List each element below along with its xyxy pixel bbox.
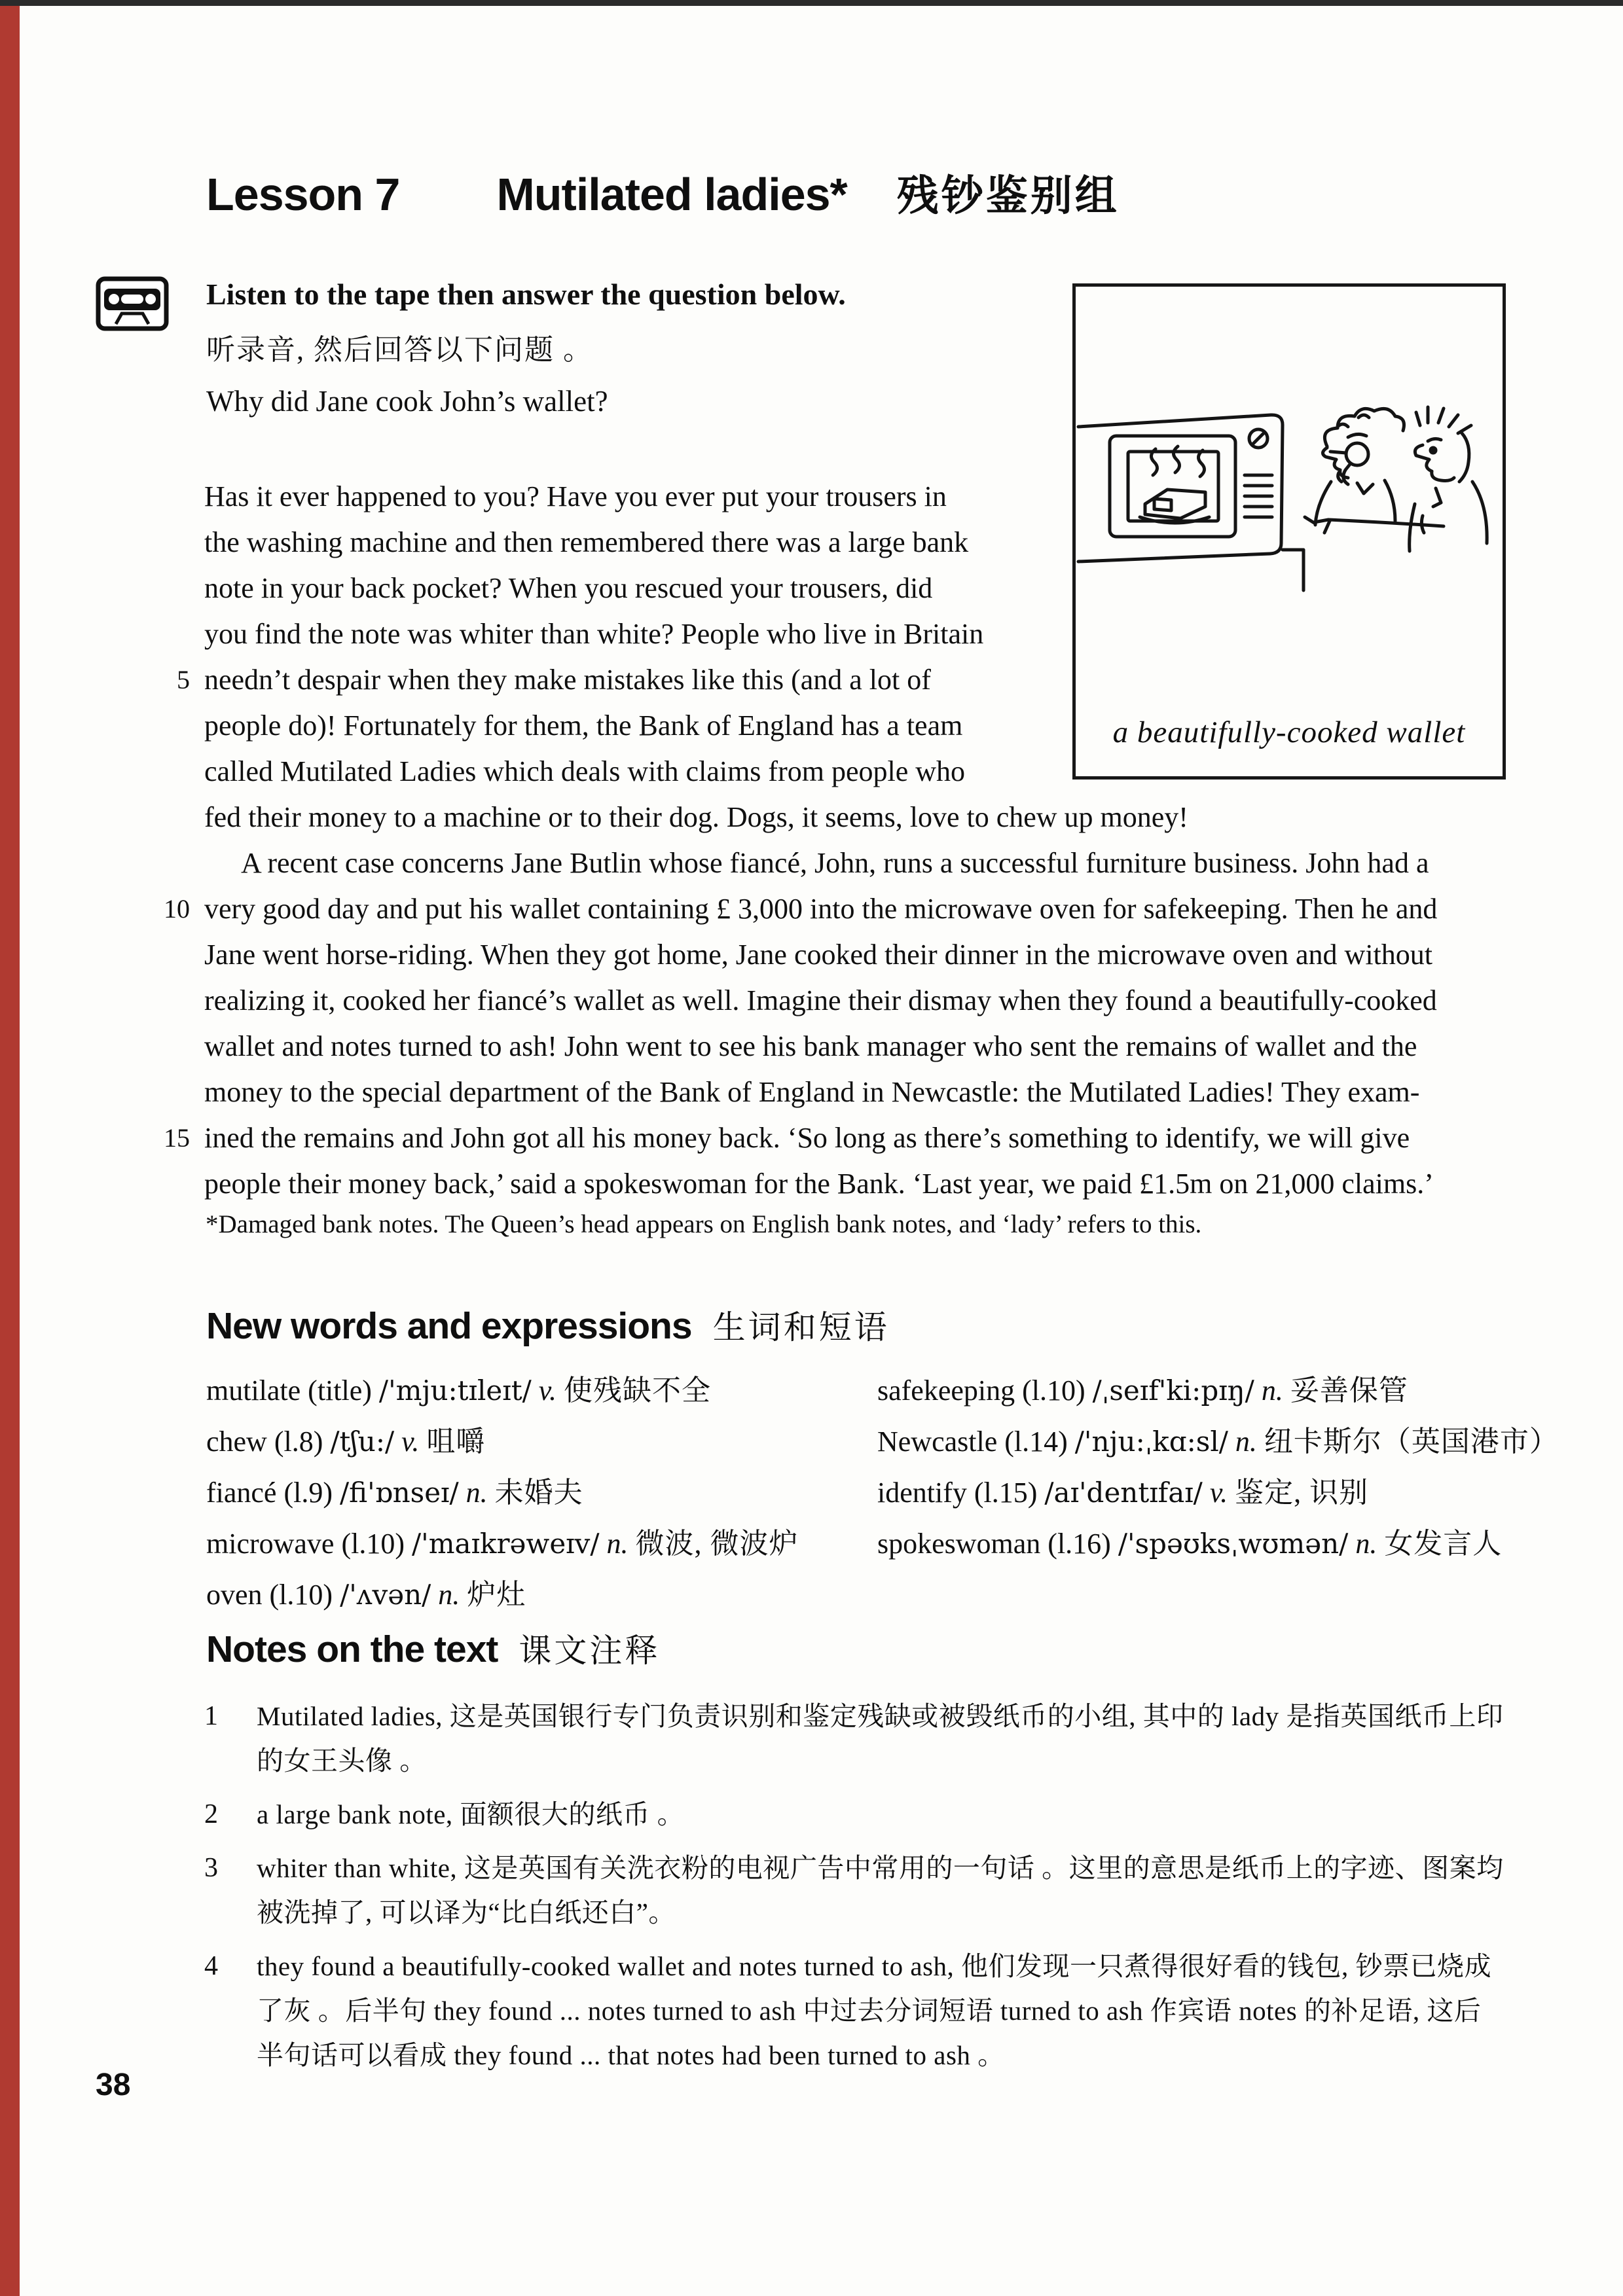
vocab-phonetic: /tʃu:/: [330, 1426, 395, 1458]
lesson-title-chinese: 残钞鉴别组: [896, 172, 1120, 219]
vocab-chinese-gloss: 鉴定, 识别: [1235, 1477, 1369, 1509]
vocab-word: fiancé (l.9): [206, 1477, 333, 1509]
vocabulary-left-column: [206, 1365, 887, 1621]
note-line: they found a beautifully-cooked wallet and notes turned to ash, 他们发现一只煮得很好看的钱包, 钞票已烧成: [257, 1951, 1492, 1981]
passage-line-text: fed their money to a machine or to their dog. Dogs, it seems, love to chew up money!: [204, 801, 1188, 833]
note-body: [257, 1792, 1504, 1837]
passage-line: [204, 840, 1437, 886]
passage-line: [204, 1161, 1437, 1207]
vocabulary-right-column: [877, 1365, 1565, 1570]
vocab-chinese-gloss: 咀嚼: [426, 1426, 486, 1458]
note-line: a large bank note, 面额很大的纸币 。: [257, 1799, 685, 1829]
vocab-chinese-gloss: 纽卡斯尔（英国港市）: [1264, 1426, 1559, 1458]
note-item: [204, 1944, 1504, 2077]
note-number: 1: [204, 1701, 218, 1731]
page-title: [206, 162, 1120, 223]
vocab-phonetic: /ˌseɪf'ki:pɪŋ/: [1092, 1374, 1254, 1407]
passage-line-text: note in your back pocket? When you rescued your trousers, did: [204, 572, 933, 604]
note-item: [204, 1792, 1504, 1837]
lesson-label: Lesson 7: [206, 169, 400, 220]
vocab-word: microwave (l.10): [206, 1528, 405, 1560]
passage-line-text: called Mutilated Ladies which deals with claims from people who: [204, 755, 966, 787]
vocab-phonetic: /'maɪkrəweɪv/: [412, 1528, 600, 1560]
note-line: whiter than white, 这是英国有关洗衣粉的电视广告中常用的一句话 。这里的意思是纸币上的字迹、图案均: [257, 1853, 1504, 1883]
vocab-chinese-gloss: 女发言人: [1384, 1528, 1503, 1560]
vocab-entry: [206, 1518, 887, 1570]
vocab-part-of-speech: n.: [465, 1477, 488, 1509]
passage-line-text: Has it ever happened to you? Have you ever put your trousers in: [204, 480, 947, 512]
note-line: Mutilated ladies, 这是英国银行专门负责识别和鉴定残缺或被毁纸币的小组, 其中的 lady 是指英国纸币上印: [257, 1701, 1504, 1731]
vocab-entry: [877, 1518, 1565, 1570]
page-number: 38: [96, 2068, 131, 2102]
vocab-entry: [877, 1365, 1565, 1416]
passage-footnote: *Damaged bank notes. The Queen’s head appears on English bank notes, and ‘lady’ refers to this.: [206, 1210, 1202, 1238]
listen-instructions: [206, 279, 846, 416]
book-edge-red-strip: [0, 0, 20, 2296]
note-number: 3: [204, 1853, 218, 1883]
note-number: 4: [204, 1951, 218, 1981]
passage-line: [204, 611, 1437, 657]
notes-heading-chinese: 课文注释: [519, 1632, 661, 1669]
passage-line: [204, 474, 1437, 520]
passage-line: [204, 565, 1437, 611]
passage-line-text: very good day and put his wallet containing £ 3,000 into the microwave oven for safekeeping. Then he and: [204, 893, 1438, 925]
vocabulary-heading-chinese: 生词和短语: [712, 1309, 890, 1346]
listen-question: Why did Jane cook John’s wallet?: [206, 385, 608, 418]
vocab-entry: [206, 1467, 887, 1518]
note-body: [257, 1846, 1504, 1935]
vocab-entry: [877, 1416, 1565, 1467]
passage-line-text: the washing machine and then remembered there was a large bank: [204, 526, 969, 558]
vocab-part-of-speech: n.: [1261, 1374, 1283, 1407]
note-item: [204, 1846, 1504, 1935]
vocab-word: Newcastle (l.14): [877, 1426, 1068, 1458]
vocabulary-heading: [206, 1301, 890, 1348]
vocab-phonetic: /fi'ɒnseɪ/: [340, 1477, 459, 1509]
vocab-word: identify (l.15): [877, 1477, 1038, 1509]
vocab-entry: [206, 1416, 887, 1467]
vocab-chinese-gloss: 未婚夫: [494, 1477, 583, 1509]
listen-instruction-english: Listen to the tape then answer the question below.: [206, 278, 846, 311]
vocab-word: oven (l.10): [206, 1579, 333, 1611]
note-line: 半句话可以看成 they found ... that notes had been turned to ash 。: [257, 2040, 1005, 2070]
vocab-part-of-speech: n.: [438, 1579, 460, 1611]
vocab-part-of-speech: n.: [1235, 1426, 1257, 1458]
vocab-word: chew (l.8): [206, 1426, 323, 1458]
vocab-phonetic: /'ʌvən/: [340, 1579, 431, 1611]
vocab-phonetic: /aɪ'dentɪfaɪ/: [1044, 1477, 1203, 1509]
vocab-entry: [206, 1365, 887, 1416]
passage-line-text: money to the special department of the Bank of England in Newcastle: the Mutilated Ladies! They exam-: [204, 1076, 1420, 1108]
passage-line-text: people do)! Fortunately for them, the Bank of England has a team: [204, 709, 963, 742]
vocab-part-of-speech: v.: [1209, 1477, 1228, 1509]
note-line: 被洗掉了, 可以译为“比白纸还白”。: [257, 1897, 676, 1928]
vocab-part-of-speech: n.: [1355, 1528, 1377, 1560]
passage-line-text: you find the note was whiter than white? People who live in Britain: [204, 618, 984, 650]
cassette-tape-icon: [96, 276, 169, 331]
notes-heading-english: Notes on the text: [206, 1628, 498, 1670]
note-body: [257, 1694, 1504, 1783]
passage-line: [204, 978, 1437, 1024]
passage-lines: [164, 474, 1438, 1207]
passage-line-number: 10: [164, 894, 190, 924]
notes-list: [204, 1694, 1504, 2087]
vocab-word: spokeswoman (l.16): [877, 1528, 1111, 1560]
passage-line: [177, 657, 1437, 703]
vocab-part-of-speech: v.: [538, 1374, 556, 1407]
note-line: 了灰 。后半句 they found ... notes turned to ash 中过去分词短语 turned to ash 作宾语 notes 的补足语, 这后: [257, 1996, 1482, 2026]
vocab-entry: [877, 1467, 1565, 1518]
passage-line-text: wallet and notes turned to ash! John went to see his bank manager who sent the remains of wallet and the: [204, 1030, 1417, 1062]
passage-line-text: ined the remains and John got all his money back. ‘So long as there’s something to identify, we will give: [204, 1122, 1410, 1154]
passage-line-number: 5: [177, 665, 190, 694]
vocabulary-heading-english: New words and expressions: [206, 1305, 692, 1347]
passage-line: [204, 749, 1437, 795]
note-line: 的女王头像 。: [257, 1746, 427, 1776]
note-number: 2: [204, 1799, 218, 1829]
passage-line: [164, 886, 1438, 932]
passage-line-text: realizing it, cooked her fiancé’s wallet as well. Imagine their dismay when they found a beautifully-cooked: [204, 984, 1437, 1016]
listen-instruction-chinese: 听录音, 然后回答以下问题 。: [206, 334, 593, 366]
passage-line: [204, 703, 1437, 749]
vocab-chinese-gloss: 使残缺不全: [564, 1374, 711, 1407]
note-item: [204, 1694, 1504, 1783]
vocab-part-of-speech: n.: [606, 1528, 629, 1560]
passage-line: [204, 520, 1437, 565]
passage-line-number: 15: [164, 1123, 190, 1153]
vocab-chinese-gloss: 微波, 微波炉: [635, 1528, 799, 1560]
vocab-word: safekeeping (l.10): [877, 1374, 1085, 1407]
passage-line: [204, 795, 1437, 840]
passage-line: [204, 1069, 1437, 1115]
vocab-chinese-gloss: 炉灶: [467, 1579, 526, 1611]
passage-line-text: A recent case concerns Jane Butlin whose fiancé, John, runs a successful furniture business. John had a: [241, 847, 1429, 879]
lesson-title-english: Mutilated ladies*: [496, 169, 847, 220]
illustration-caption: a beautifully-cooked wallet: [1112, 715, 1466, 749]
vocab-word: mutilate (title): [206, 1374, 372, 1407]
vocab-phonetic: /'mju:tɪleɪt/: [378, 1374, 532, 1407]
notes-heading: [206, 1624, 660, 1672]
scan-top-edge-line: [0, 0, 1623, 6]
vocab-phonetic: /'nju:ˌkɑ:sl/: [1074, 1426, 1228, 1458]
vocab-entry: [206, 1570, 887, 1621]
vocab-part-of-speech: v.: [401, 1426, 420, 1458]
passage-line-text: needn’t despair when they make mistakes like this (and a lot of: [204, 664, 931, 696]
passage-line: [204, 932, 1437, 978]
note-body: [257, 1944, 1504, 2077]
vocab-chinese-gloss: 妥善保管: [1290, 1374, 1408, 1407]
passage-line-text: people their money back,’ said a spokeswoman for the Bank. ‘Last year, we paid £1.5m on 21,000 claims.’: [204, 1168, 1434, 1200]
passage-line: [164, 1115, 1437, 1161]
vocab-phonetic: /'spəʊksˌwʊmən/: [1118, 1528, 1349, 1560]
passage-line: [204, 1024, 1437, 1069]
passage-line-text: Jane went horse-riding. When they got home, Jane cooked their dinner in the microwave oven and without: [204, 939, 1432, 971]
